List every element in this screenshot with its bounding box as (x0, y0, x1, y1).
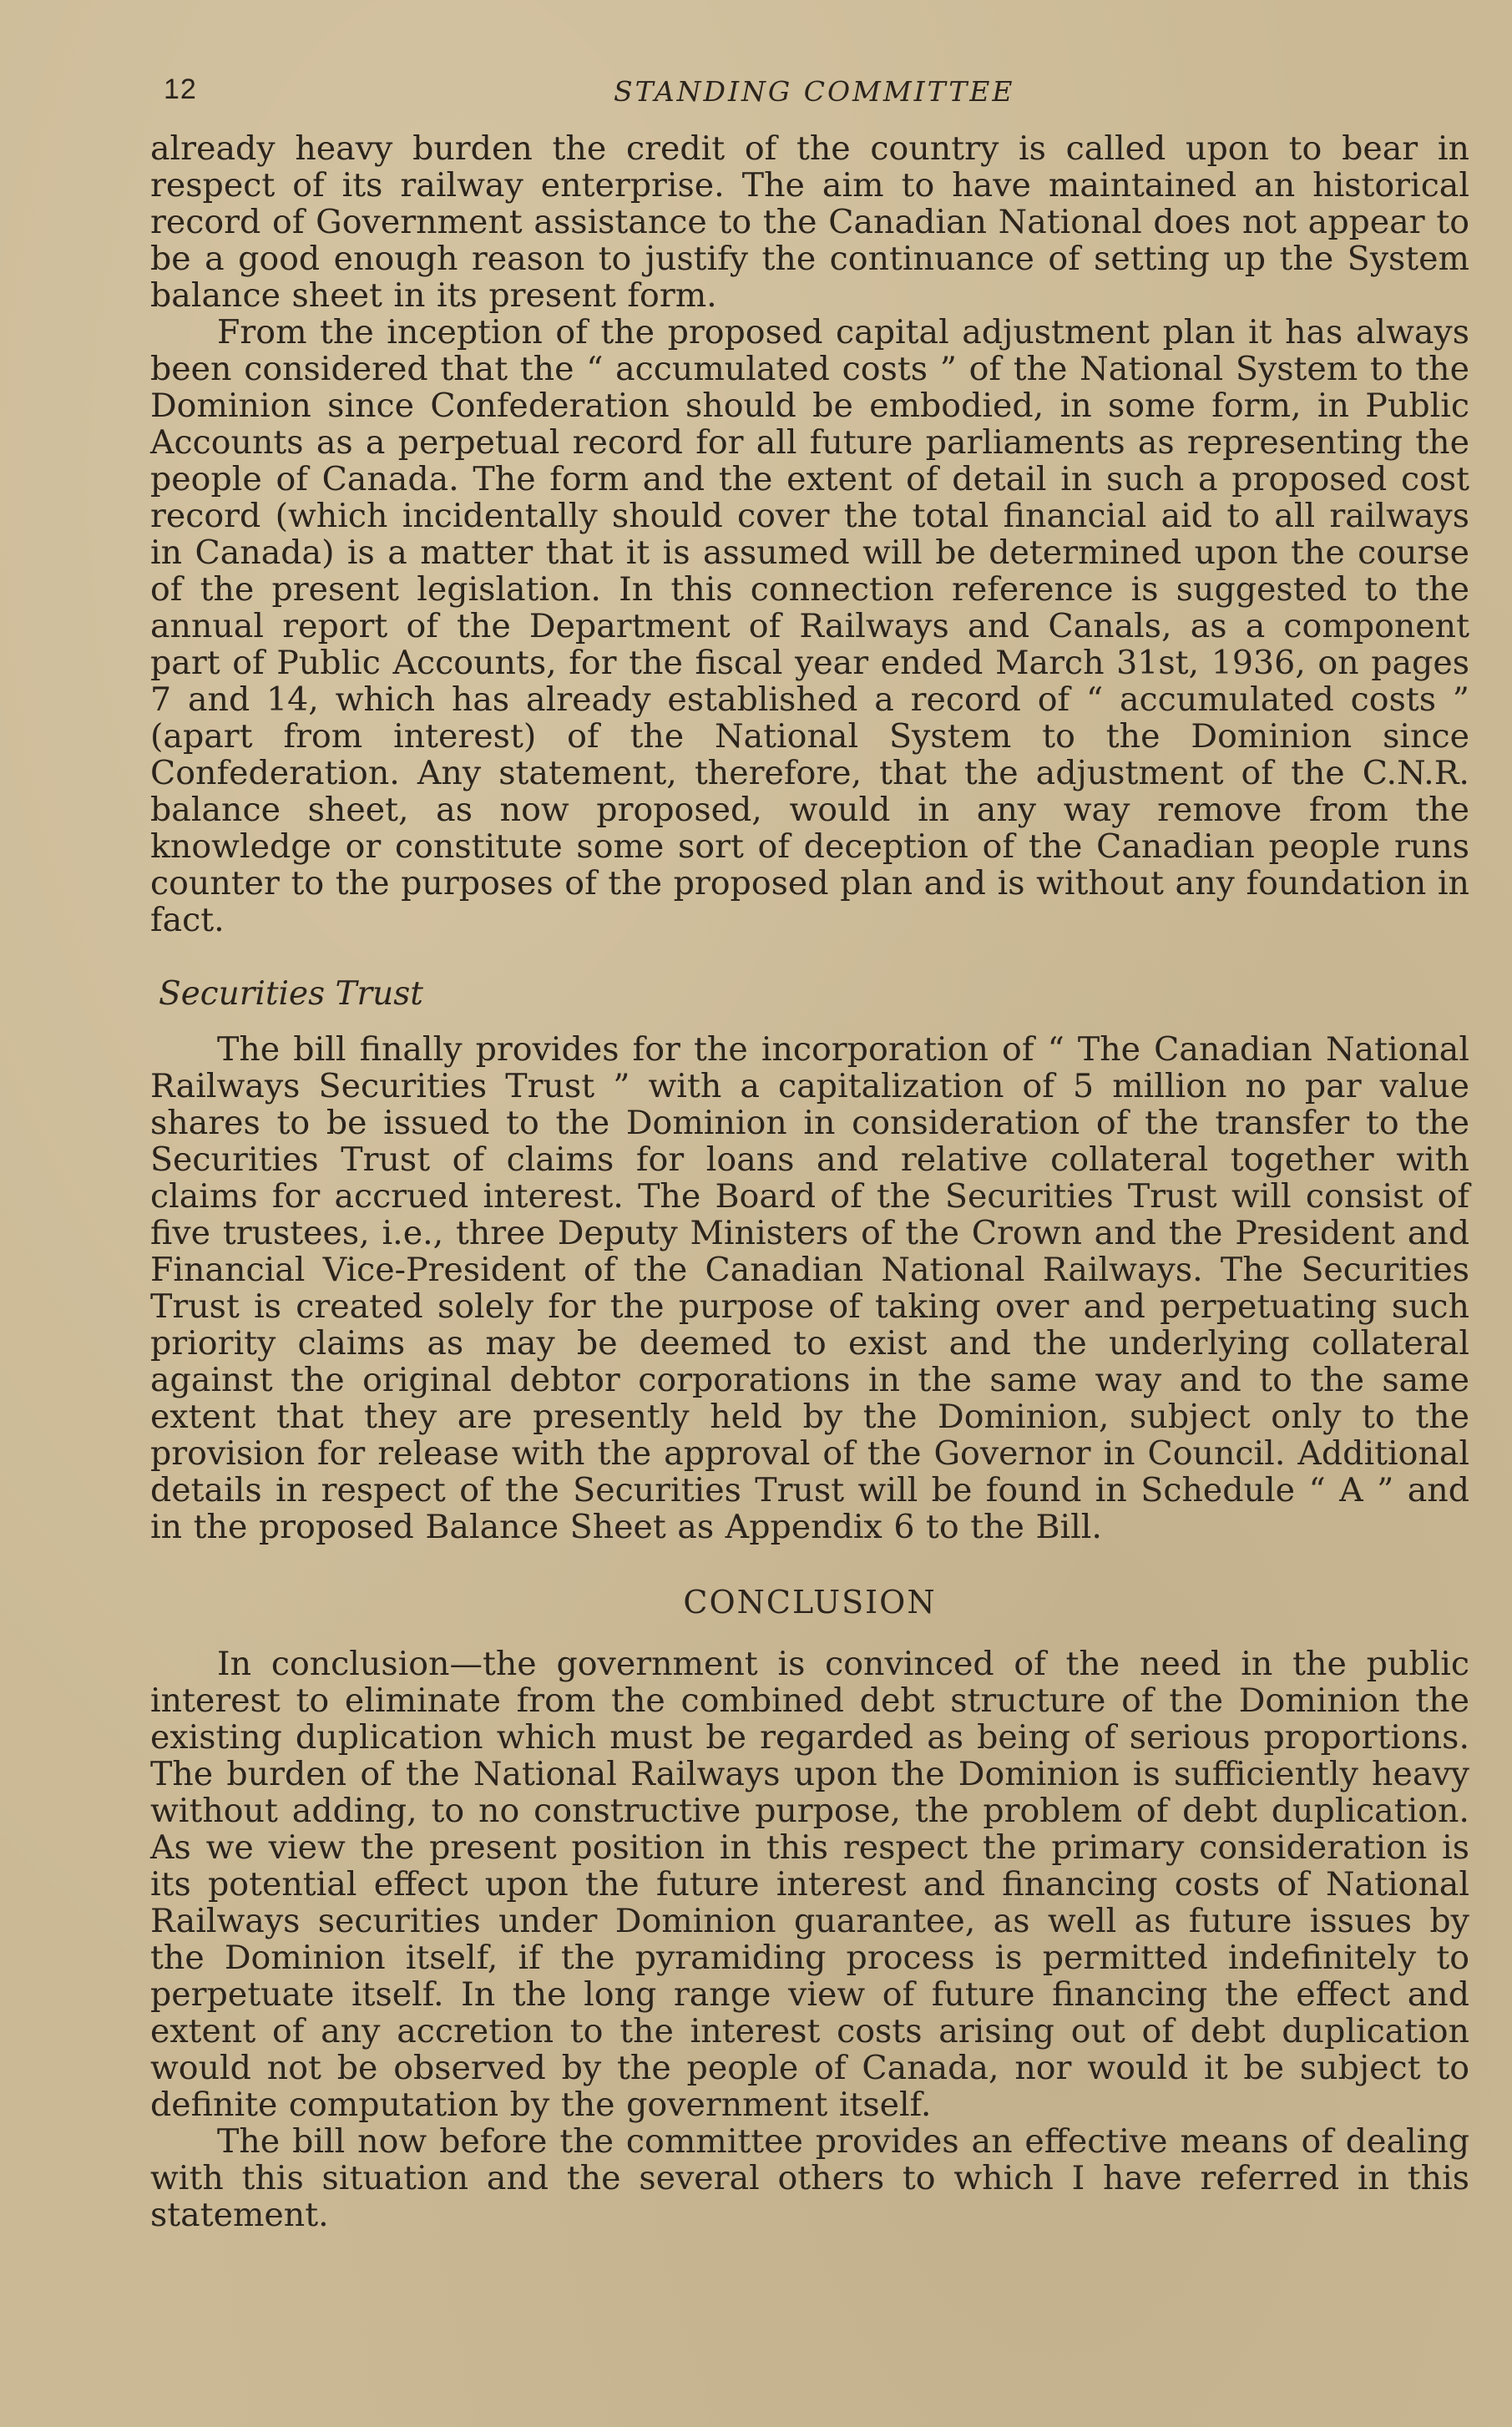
paragraph-conclusion: In conclusion—the government is convinced of the need in the public interest to eliminate from the combined debt structure of the Dominion the existing duplication which must be regarded as being of serious proportions. The burden of the National Railways upon the Dominion is sufficiently heavy without adding, to no constructive purpose, the problem of debt duplication. As we view the present position in this respect the primary consideration is its potential effect upon the future interest and financing costs of National Railways securities under Dominion guarantee, as well as future issues by the Dominion itself, if the pyramiding process is permitted indefinitely to perpetuate itself. In the long range view of future financing the effect and extent of any accretion to the interest costs arising out of debt duplication would not be observed by the people of Canada, nor would it be subject to definite computation by the government itself. (150, 1645, 1469, 2124)
paragraph-securities-trust: The bill finally provides for the incorporation of “ The Canadian National Railways Securities Trust ” with a capitalization of 5 million no par value shares to be issued to the Dominion in consideration of the transfer to the Securities Trust of claims for loans and relative collateral together with claims for accrued interest. The Board of the Securities Trust will consist of five trustees, i.e., three Deputy Ministers of the Crown and the President and Financial Vice-President of the Canadian National Railways. The Securities Trust is created solely for the purpose of taking over and perpetuating such priority claims as may be deemed to exist and the underlying collateral against the original debtor corporations in the same way and to the same extent that they are presently held by the Dominion, subject only to the provision for release with the approval of the Governor in Council. Additional details in respect of the Securities Trust will be found in Schedule “ A ” and in the proposed Balance Sheet as Appendix 6 to the Bill. (150, 1030, 1469, 1546)
running-head: STANDING COMMITTEE (614, 75, 1015, 108)
page-header (150, 67, 1469, 125)
section-heading-conclusion: CONCLUSION (683, 1584, 937, 1621)
paragraph-continuation: already heavy burden the credit of the country is called upon to bear in respect of its railway enterprise. The aim to have maintained an historical record of Government assistance to the Canadian National does not appear to be a good enough reason to justify the continuance of setting up the System balance sheet in its present form. (150, 129, 1469, 315)
document-page (150, 67, 1469, 2233)
section-heading-securities-trust: Securities Trust (159, 975, 423, 1013)
paragraph-accumulated-costs: From the inception of the proposed capital adjustment plan it has always been considered that the “ accumulated costs ” of the National System to the Dominion since Confederation should be embodied, in some form, in Public Accounts as a perpetual record for all future parliaments as representing the people of Canada. The form and the extent of detail in such a proposed cost record (which incidentally should cover the total financial aid to all railways in Canada) is a matter that it is assumed will be determined upon the course of the present legislation. In this connection reference is suggested to the annual report of the Department of Railways and Canals, as a component part of Public Accounts, for the fiscal year ended March 31st, 1936, on pages 7 and 14, which has already established a record of “ accumulated costs ” (apart from interest) of the National System to the Dominion since Confederation. Any statement, therefore, that the adjustment of the C.N.R. balance sheet, as now proposed, would in any way remove from the knowledge or constitute some sort of deception of the Canadian people runs counter to the purposes of the proposed plan and is without any foundation in fact. (150, 313, 1469, 939)
page-number: 12 (164, 73, 197, 105)
paragraph-final: The bill now before the committee provides an effective means of dealing with this situation and the several others to which I have referred in this statement. (150, 2122, 1469, 2234)
